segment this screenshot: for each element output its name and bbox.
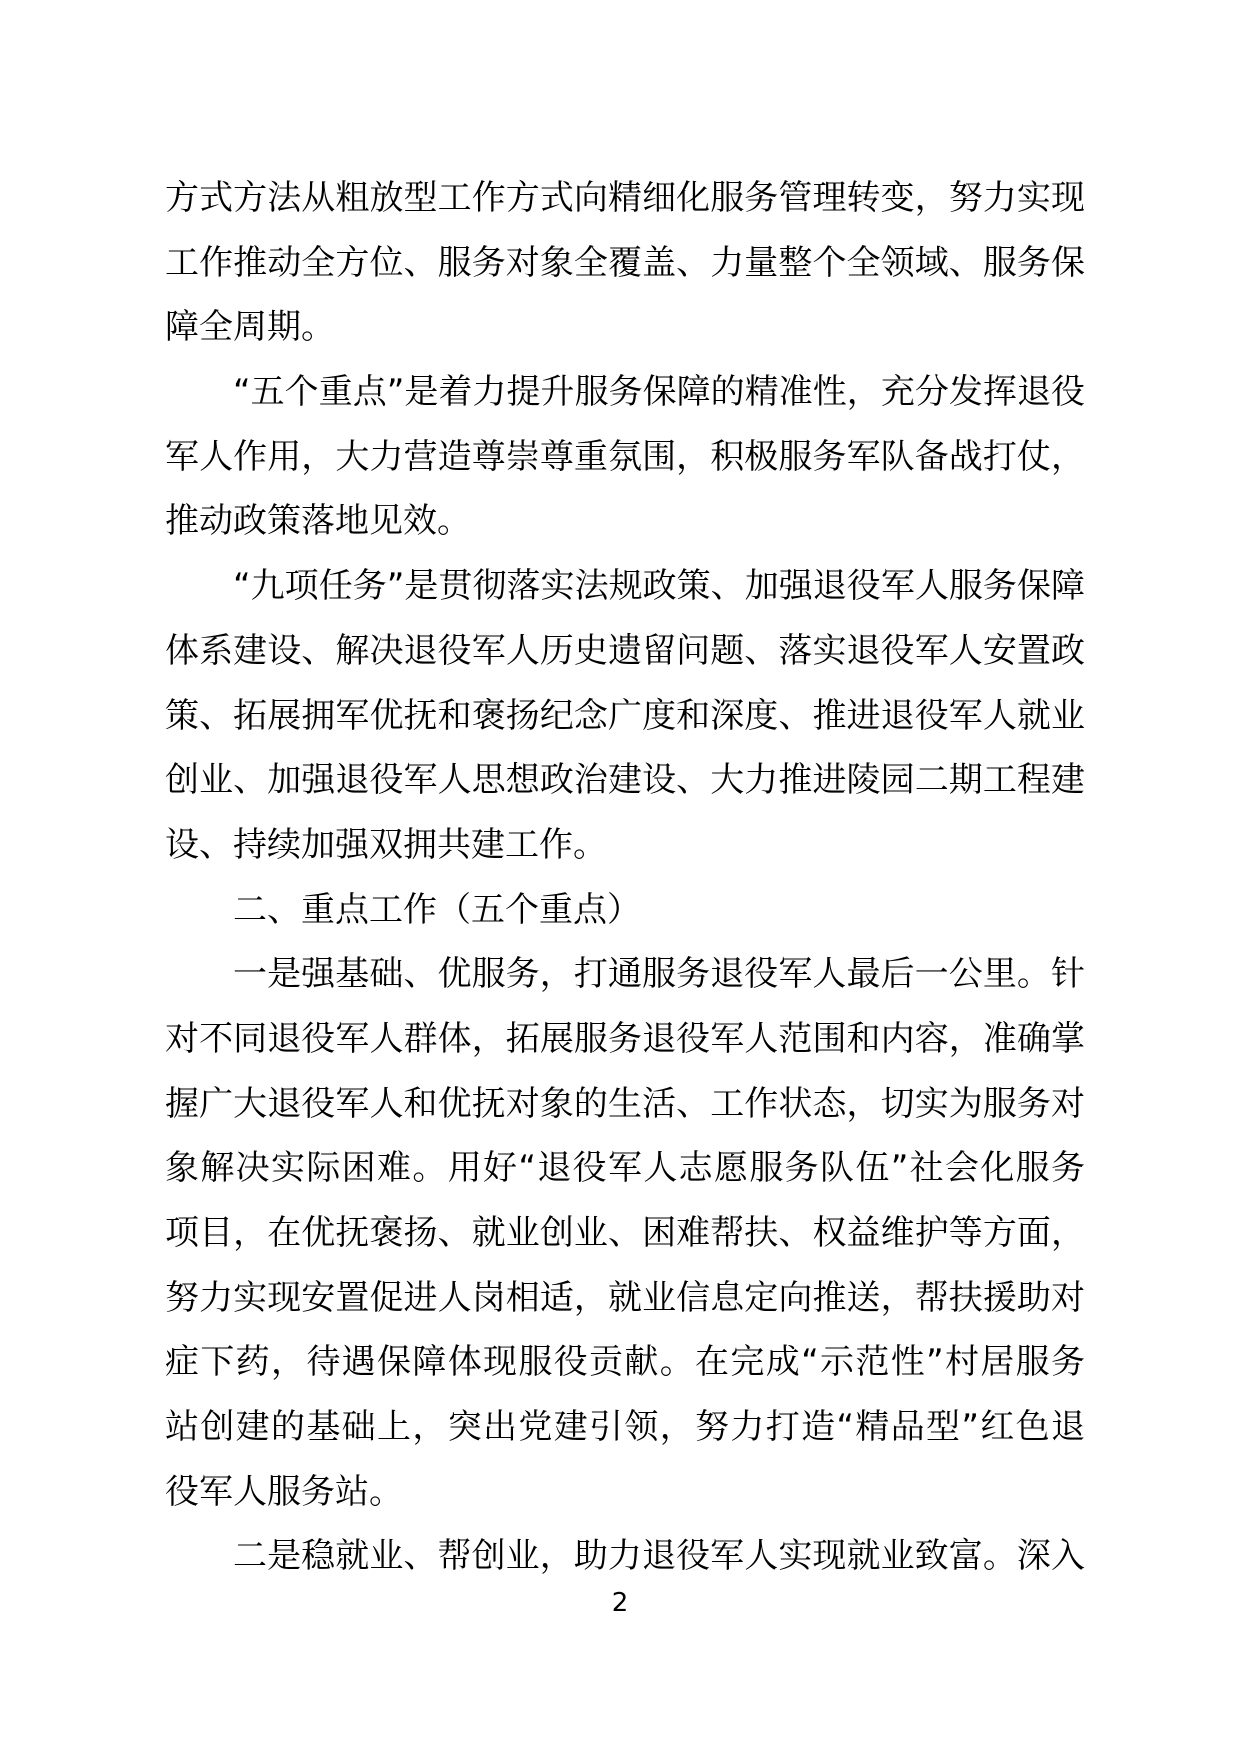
text-line: 推动政策落地见效。 — [165, 501, 471, 542]
text-line: 方式方法从粗放型工作方式向精细化服务管理转变，努力实现 — [165, 178, 1085, 218]
text-line: 体系建设、解决退役军人历史遗留问题、落实退役军人安置政 — [165, 630, 1085, 671]
text-line: 设、持续加强双拥共建工作。 — [165, 824, 607, 865]
text-line: 握广大退役军人和优抚对象的生活、工作状态，切实为服务对 — [165, 1083, 1085, 1124]
text-line: 一是强基础、优服务，打通服务退役军人最后一公里。针 — [233, 954, 1085, 995]
text-line: 障全周期。 — [165, 307, 335, 348]
text-line: “九项任务”是贯彻落实法规政策、加强退役军人服务保障 — [233, 566, 1085, 607]
section-heading: 二、重点工作（五个重点） — [233, 889, 641, 930]
text-line: 对不同退役军人群体，拓展服务退役军人范围和内容，准确掌 — [165, 1018, 1085, 1059]
text-line: 策、拓展拥军优抚和褒扬纪念广度和深度、推进退役军人就业 — [165, 695, 1085, 736]
text-line: 军人作用，大力营造尊崇尊重氛围，积极服务军队备战打仗， — [165, 436, 1085, 477]
text-line: 项目，在优抚褒扬、就业创业、困难帮扶、权益维护等方面， — [165, 1213, 1085, 1253]
text-line: 工作推动全方位、服务对象全覆盖、力量整个全领域、服务保 — [165, 242, 1085, 283]
text-line: “五个重点”是着力提升服务保障的精准性，充分发挥退役 — [233, 372, 1085, 413]
text-line: 站创建的基础上，突出党建引领，努力打造“精品型”红色退 — [165, 1407, 1085, 1448]
text-line: 二是稳就业、帮创业，助力退役军人实现就业致富。深入 — [233, 1536, 1085, 1577]
text-line: 症下药，待遇保障体现服役贡献。在完成“示范性”村居服务 — [165, 1342, 1085, 1383]
body-text — [165, 166, 1085, 1589]
text-line: 努力实现安置促进人岗相适，就业信息定向推送，帮扶援助对 — [165, 1277, 1085, 1318]
text-line: 创业、加强退役军人思想政治建设、大力推进陵园二期工程建 — [165, 760, 1085, 801]
page-number: 2 — [611, 1588, 629, 1618]
text-line: 役军人服务站。 — [165, 1471, 403, 1512]
text-line: 象解决实际困难。用好“退役军人志愿服务队伍”社会化服务 — [165, 1148, 1085, 1189]
